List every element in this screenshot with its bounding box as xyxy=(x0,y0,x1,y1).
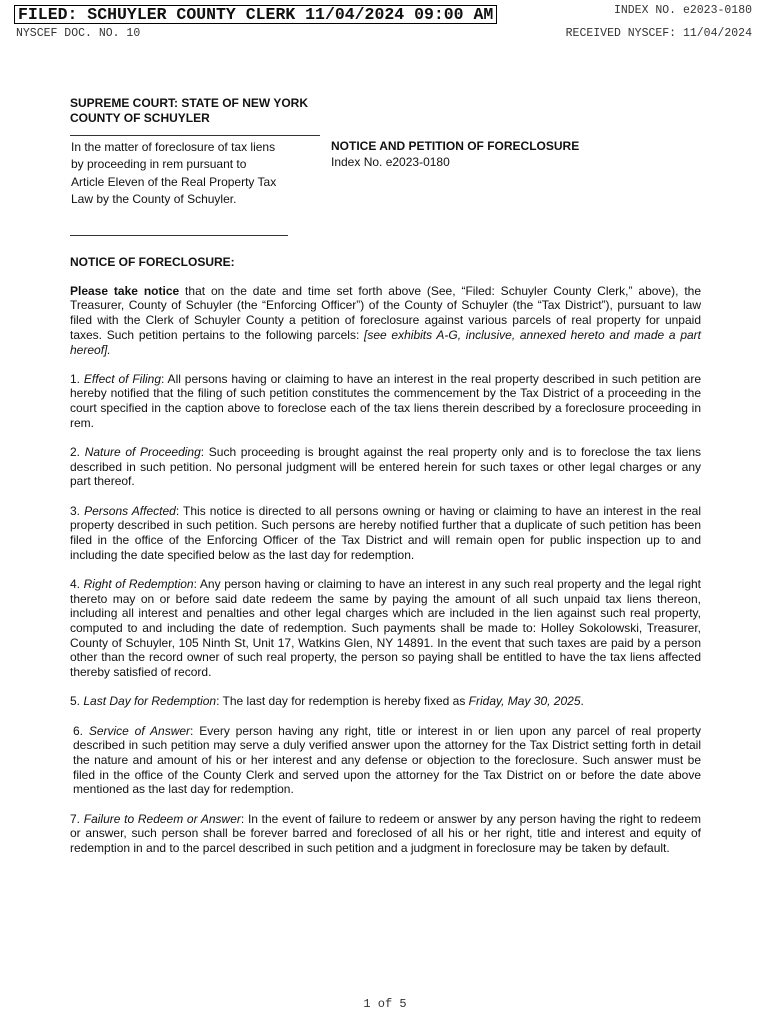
para-title: Failure to Redeem or Answer xyxy=(83,811,241,826)
para-number: 2. xyxy=(70,445,85,460)
para-title: Persons Affected xyxy=(84,503,176,518)
para-title: Nature of Proceeding xyxy=(84,445,201,460)
para-number: 1. xyxy=(70,371,84,386)
paragraph-nature-of-proceeding xyxy=(70,445,701,489)
para-title: Right of Redemption xyxy=(83,576,194,591)
page-number: 1 of 5 xyxy=(363,997,407,1011)
para-title: Last Day for Redemption xyxy=(83,694,217,709)
paragraph-effect-of-filing xyxy=(70,372,701,431)
court-line-2: COUNTY OF SCHUYLER xyxy=(70,111,210,125)
paragraph-last-day-for-redemption xyxy=(70,694,701,709)
caption-line: Article Eleven of the Real Property Tax xyxy=(71,174,277,189)
court-divider xyxy=(70,135,320,136)
para-text: : This notice is directed to all persons owning or having or claiming to have an interest in the real property described in such petition. Such persons are hereby notified further that a duplicate of such petition has been filed in the office of the Enforcing Officer of the Tax District and will remain open for public inspection up to and including the date specified below as the last day for redemption. xyxy=(70,503,701,562)
para-number: 3. xyxy=(70,503,85,518)
section-heading: NOTICE OF FORECLOSURE: xyxy=(70,255,235,269)
para-end: . xyxy=(580,694,584,709)
caption-line: In the matter of foreclosure of tax liens xyxy=(71,140,276,154)
received-date: RECEIVED NYSCEF: 11/04/2024 xyxy=(565,27,752,40)
court-line-1: SUPREME COURT: STATE OF NEW YORK xyxy=(70,96,309,110)
nyscef-doc-number: NYSCEF DOC. NO. 10 xyxy=(16,27,141,40)
court-heading xyxy=(70,96,330,126)
para-number: 6. xyxy=(73,723,89,738)
filed-stamp: FILED: SCHUYLER COUNTY CLERK 11/04/2024 09:00 AM xyxy=(14,5,497,24)
para-title: Service of Answer xyxy=(88,723,191,738)
para-text: : Such proceeding is brought against the real property only and is to foreclose the tax liens described in such petition. No personal judgment will be entered herein for such taxes or other legal charges or any part thereof. xyxy=(70,445,702,489)
caption-line: Law by the County of Schuyler. xyxy=(71,191,237,206)
para-text: : All persons having or claiming to have an interest in the real property described in such petition are hereby notified that the filing of such petition constitutes the commencement by the Tax District of a proceeding in the court specified in the caption above to foreclose each of the tax liens therein described by a foreclosure proceeding in rem. xyxy=(70,371,702,430)
paragraph-right-of-redemption xyxy=(70,577,701,680)
intro-exhibits: [see exhibits A-G, inclusive, annexed hereto and made a part hereof]. xyxy=(70,327,701,357)
document-index: Index No. e2023-0180 xyxy=(331,155,450,169)
case-caption xyxy=(71,139,321,208)
intro-paragraph xyxy=(70,284,701,358)
document-title: NOTICE AND PETITION OF FORECLOSURE xyxy=(331,139,580,153)
caption-divider xyxy=(70,235,288,236)
para-number: 7. xyxy=(70,811,84,826)
para-number: 4. xyxy=(70,576,84,591)
intro-lead: Please take notice xyxy=(70,283,180,298)
para-text: : Every person having any right, title or interest in or lien upon any parcel of real property described in such petition may serve a duly verified answer upon the attorney for the Tax District setting forth in detail the nature and amount of his or her interest and any defense or objection to the foreclosure. Such answer must be filed in the office of the County Clerk and served upon the attorney for the Tax District on or before the date above mentioned as the last day for redemption. xyxy=(73,723,702,797)
index-number: INDEX NO. e2023-0180 xyxy=(613,4,752,17)
caption-line: by proceeding in rem pursuant to xyxy=(71,157,247,172)
para-text: : The last day for redemption is hereby fixed as xyxy=(216,694,469,709)
para-text: : In the event of failure to redeem or answer by any person having the right to redeem or answer, such person shall be forever barred and foreclosed of all his or her right, title and interest and equity of redemption in and to the parcel described in such petition and a judgment in foreclosure may be taken by default. xyxy=(70,811,702,855)
paragraph-failure-to-redeem xyxy=(70,812,701,856)
para-text: : Any person having or claiming to have an interest in any such real property and the legal right thereto may on or before said date redeem the same by paying the amount of all such unpaid tax liens thereon, including all interest and penalties and other legal charges which are included in the lien against such real property, computed to and including the date of redemption. Such payments shall be made to: Holley Sokolowski, Treasurer, County of Schuyler, 105 Ninth St, Unit 17, Watkins Glen, NY 14891. In the event that such taxes are paid by a person other than the record owner of such real property, the person so paying shall be entitled to have the tax liens affected thereby satisfied of record. xyxy=(70,576,702,680)
document-body xyxy=(70,255,701,870)
para-number: 5. xyxy=(70,694,84,709)
redemption-date: Friday, May 30, 2025 xyxy=(468,694,581,709)
paragraph-service-of-answer xyxy=(70,724,701,798)
intro-text: that on the date and time set forth above (See, “Filed: Schuyler County Clerk,” above), the Treasurer, County of Schuyler (the “Enforcing Officer”) of the County of Schuyler (the “Tax District”), pursuant to law filed with the Clerk of Schuyler County a petition of foreclosure against various parcels of real property for unpaid taxes. Such petition pertains to the following parcels: xyxy=(70,283,701,342)
para-title: Effect of Filing xyxy=(83,371,162,386)
paragraph-persons-affected xyxy=(70,504,701,563)
